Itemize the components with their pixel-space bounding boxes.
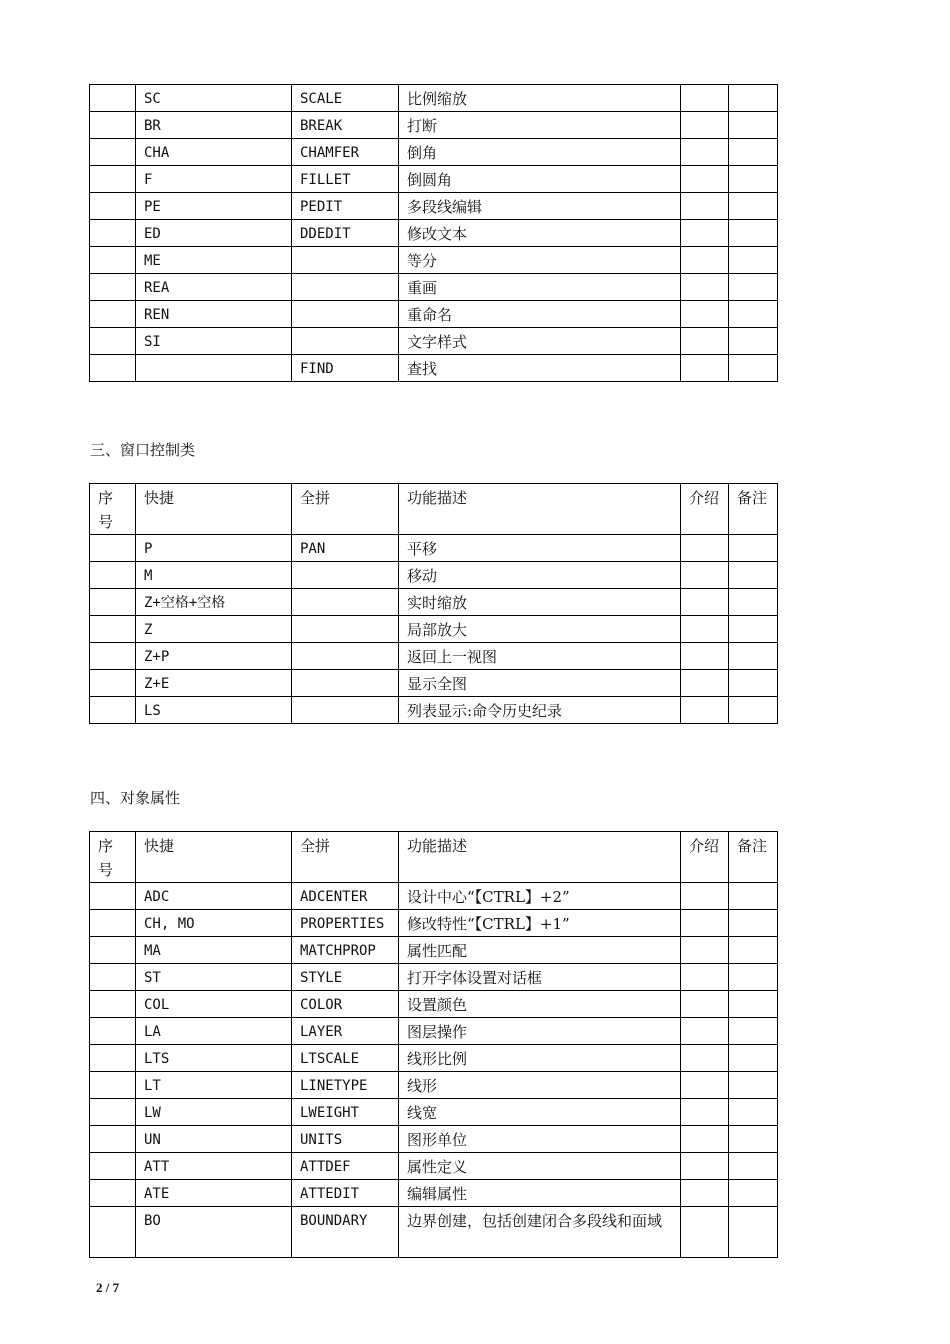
cell-description: 文字样式 xyxy=(399,328,681,355)
cell-shortcut: Z+空格+空格 xyxy=(136,589,292,616)
cell-shortcut: BO xyxy=(136,1207,292,1258)
cell-note xyxy=(729,910,778,937)
cell-full-name: ATTEDIT xyxy=(292,1180,399,1207)
cell-shortcut: LT xyxy=(136,1072,292,1099)
cell-full-name xyxy=(292,247,399,274)
cell-shortcut: CHA xyxy=(136,139,292,166)
cell-description: 修改文本 xyxy=(399,220,681,247)
cell-shortcut: ED xyxy=(136,220,292,247)
cell-note xyxy=(729,883,778,910)
cell-no xyxy=(90,1099,136,1126)
cell-intro xyxy=(681,328,729,355)
header-intro: 介绍 xyxy=(681,484,729,535)
cell-shortcut: LW xyxy=(136,1099,292,1126)
cell-shortcut: LTS xyxy=(136,1045,292,1072)
cell-description: 设计中心“【CTRL】+2” xyxy=(399,883,681,910)
table-body xyxy=(90,883,778,1258)
cell-no xyxy=(90,937,136,964)
table-row xyxy=(90,616,778,643)
cell-shortcut: ME xyxy=(136,247,292,274)
cell-full-name xyxy=(292,562,399,589)
cell-full-name: FIND xyxy=(292,355,399,382)
cell-note xyxy=(729,355,778,382)
cell-full-name: PEDIT xyxy=(292,193,399,220)
cell-description: 移动 xyxy=(399,562,681,589)
cell-shortcut: LS xyxy=(136,697,292,724)
cell-intro xyxy=(681,616,729,643)
cell-full-name: LINETYPE xyxy=(292,1072,399,1099)
cell-full-name: PROPERTIES xyxy=(292,910,399,937)
table-row xyxy=(90,697,778,724)
cell-shortcut: SI xyxy=(136,328,292,355)
header-note: 备注 xyxy=(729,484,778,535)
cell-description: 线形 xyxy=(399,1072,681,1099)
cell-intro xyxy=(681,562,729,589)
table-row xyxy=(90,589,778,616)
cell-no xyxy=(90,139,136,166)
cell-description: 修改特性“【CTRL】+1” xyxy=(399,910,681,937)
cell-description: 返回上一视图 xyxy=(399,643,681,670)
cell-note xyxy=(729,328,778,355)
cell-full-name: CHAMFER xyxy=(292,139,399,166)
cell-intro xyxy=(681,301,729,328)
cell-shortcut: UN xyxy=(136,1126,292,1153)
cell-description: 列表显示:命令历史纪录 xyxy=(399,697,681,724)
cell-intro xyxy=(681,247,729,274)
cell-intro xyxy=(681,535,729,562)
cell-intro xyxy=(681,1153,729,1180)
cell-shortcut: ATE xyxy=(136,1180,292,1207)
cell-note xyxy=(729,1180,778,1207)
cell-shortcut: MA xyxy=(136,937,292,964)
cell-no xyxy=(90,328,136,355)
table-row xyxy=(90,328,778,355)
cell-shortcut: BR xyxy=(136,112,292,139)
cell-description: 多段线编辑 xyxy=(399,193,681,220)
cell-intro xyxy=(681,139,729,166)
cell-intro xyxy=(681,910,729,937)
cell-no xyxy=(90,964,136,991)
cell-note xyxy=(729,535,778,562)
cell-full-name: STYLE xyxy=(292,964,399,991)
table-row xyxy=(90,355,778,382)
table-row xyxy=(90,166,778,193)
cell-note xyxy=(729,937,778,964)
cell-note xyxy=(729,670,778,697)
cell-intro xyxy=(681,85,729,112)
cell-intro xyxy=(681,355,729,382)
table-row xyxy=(90,139,778,166)
cell-description: 线形比例 xyxy=(399,1045,681,1072)
cell-intro xyxy=(681,964,729,991)
cell-no xyxy=(90,85,136,112)
cell-shortcut: REA xyxy=(136,274,292,301)
cell-full-name xyxy=(292,670,399,697)
cell-no xyxy=(90,220,136,247)
table-row xyxy=(90,1045,778,1072)
table-row xyxy=(90,1072,778,1099)
header-no: 序号 xyxy=(90,484,136,535)
cell-no xyxy=(90,355,136,382)
cell-note xyxy=(729,139,778,166)
table-header-row xyxy=(90,832,778,883)
cell-intro xyxy=(681,1126,729,1153)
cell-no xyxy=(90,166,136,193)
cell-description: 倒角 xyxy=(399,139,681,166)
cell-description: 属性匹配 xyxy=(399,937,681,964)
table-row xyxy=(90,220,778,247)
table-row xyxy=(90,1180,778,1207)
cell-note xyxy=(729,301,778,328)
cell-no xyxy=(90,883,136,910)
table-row xyxy=(90,910,778,937)
cell-shortcut: REN xyxy=(136,301,292,328)
cell-intro xyxy=(681,1207,729,1258)
cell-description: 实时缩放 xyxy=(399,589,681,616)
cell-shortcut: M xyxy=(136,562,292,589)
cell-shortcut: ST xyxy=(136,964,292,991)
table-body xyxy=(90,85,778,382)
table-row xyxy=(90,964,778,991)
cell-shortcut: CH, MO xyxy=(136,910,292,937)
cell-description: 打开字体设置对话框 xyxy=(399,964,681,991)
cell-note xyxy=(729,964,778,991)
header-intro: 介绍 xyxy=(681,832,729,883)
table-object-properties xyxy=(89,831,778,1258)
table-row xyxy=(90,1207,778,1258)
cell-full-name: DDEDIT xyxy=(292,220,399,247)
cell-note xyxy=(729,1072,778,1099)
header-desc: 功能描述 xyxy=(399,484,681,535)
cell-shortcut: P xyxy=(136,535,292,562)
cell-note xyxy=(729,616,778,643)
cell-note xyxy=(729,112,778,139)
cell-intro xyxy=(681,112,729,139)
cell-description: 等分 xyxy=(399,247,681,274)
table-row xyxy=(90,1099,778,1126)
cell-note xyxy=(729,991,778,1018)
cell-full-name: BOUNDARY xyxy=(292,1207,399,1258)
cell-note xyxy=(729,1018,778,1045)
cell-note xyxy=(729,247,778,274)
cell-full-name: PAN xyxy=(292,535,399,562)
cell-intro xyxy=(681,937,729,964)
cell-intro xyxy=(681,991,729,1018)
table-row xyxy=(90,193,778,220)
cell-description: 重画 xyxy=(399,274,681,301)
cell-no xyxy=(90,274,136,301)
cell-description: 线宽 xyxy=(399,1099,681,1126)
cell-full-name xyxy=(292,301,399,328)
cell-no xyxy=(90,1018,136,1045)
cell-note xyxy=(729,1126,778,1153)
section-title-object-properties: 四、对象属性 xyxy=(90,789,181,807)
table-row xyxy=(90,85,778,112)
header-full: 全拼 xyxy=(292,484,399,535)
cell-no xyxy=(90,991,136,1018)
cell-shortcut: SC xyxy=(136,85,292,112)
cell-shortcut xyxy=(136,355,292,382)
cell-full-name: LWEIGHT xyxy=(292,1099,399,1126)
cell-full-name: BREAK xyxy=(292,112,399,139)
cell-description: 编辑属性 xyxy=(399,1180,681,1207)
table-row xyxy=(90,247,778,274)
cell-full-name: SCALE xyxy=(292,85,399,112)
section-title-window-control: 三、窗口控制类 xyxy=(90,441,196,459)
cell-full-name xyxy=(292,589,399,616)
cell-description: 图形单位 xyxy=(399,1126,681,1153)
cell-no xyxy=(90,1045,136,1072)
cell-no xyxy=(90,643,136,670)
cell-no xyxy=(90,589,136,616)
table-row xyxy=(90,274,778,301)
cell-description: 边界创建，包括创建闭合多段线和面域 xyxy=(399,1207,681,1258)
cell-note xyxy=(729,589,778,616)
header-no: 序号 xyxy=(90,832,136,883)
cell-shortcut: Z xyxy=(136,616,292,643)
cell-intro xyxy=(681,220,729,247)
cell-description: 打断 xyxy=(399,112,681,139)
cell-no xyxy=(90,1072,136,1099)
cell-intro xyxy=(681,1180,729,1207)
cell-shortcut: Z+E xyxy=(136,670,292,697)
header-shortcut: 快捷 xyxy=(136,484,292,535)
cell-note xyxy=(729,562,778,589)
table-row xyxy=(90,1153,778,1180)
cell-description: 显示全图 xyxy=(399,670,681,697)
cell-no xyxy=(90,697,136,724)
cell-full-name xyxy=(292,697,399,724)
cell-description: 重命名 xyxy=(399,301,681,328)
table-row xyxy=(90,535,778,562)
cell-no xyxy=(90,616,136,643)
cell-no xyxy=(90,910,136,937)
header-full: 全拼 xyxy=(292,832,399,883)
cell-intro xyxy=(681,1099,729,1126)
table-window-control xyxy=(89,483,778,724)
cell-no xyxy=(90,562,136,589)
cell-description: 平移 xyxy=(399,535,681,562)
cell-intro xyxy=(681,670,729,697)
cell-no xyxy=(90,301,136,328)
cell-full-name: ATTDEF xyxy=(292,1153,399,1180)
cell-intro xyxy=(681,643,729,670)
cell-intro xyxy=(681,193,729,220)
header-shortcut: 快捷 xyxy=(136,832,292,883)
cell-full-name xyxy=(292,274,399,301)
cell-no xyxy=(90,1153,136,1180)
page-number: 2 / 7 xyxy=(96,1280,120,1295)
cell-note xyxy=(729,1099,778,1126)
cell-shortcut: ADC xyxy=(136,883,292,910)
cell-full-name xyxy=(292,616,399,643)
cell-intro xyxy=(681,1018,729,1045)
cell-note xyxy=(729,220,778,247)
cell-intro xyxy=(681,589,729,616)
table-row xyxy=(90,883,778,910)
cell-full-name: LAYER xyxy=(292,1018,399,1045)
table-row xyxy=(90,112,778,139)
cell-description: 属性定义 xyxy=(399,1153,681,1180)
cell-note xyxy=(729,1207,778,1258)
table-row xyxy=(90,991,778,1018)
cell-no xyxy=(90,1207,136,1258)
cell-note xyxy=(729,166,778,193)
cell-intro xyxy=(681,274,729,301)
header-note: 备注 xyxy=(729,832,778,883)
table-edit-commands xyxy=(89,84,778,382)
cell-no xyxy=(90,1180,136,1207)
cell-description: 查找 xyxy=(399,355,681,382)
table-header-row xyxy=(90,484,778,535)
cell-full-name: ADCENTER xyxy=(292,883,399,910)
cell-description: 图层操作 xyxy=(399,1018,681,1045)
cell-description: 局部放大 xyxy=(399,616,681,643)
cell-shortcut: F xyxy=(136,166,292,193)
cell-note xyxy=(729,193,778,220)
cell-description: 倒圆角 xyxy=(399,166,681,193)
cell-note xyxy=(729,1045,778,1072)
cell-full-name: UNITS xyxy=(292,1126,399,1153)
cell-intro xyxy=(681,697,729,724)
cell-full-name: COLOR xyxy=(292,991,399,1018)
table-body xyxy=(90,535,778,724)
table-row xyxy=(90,643,778,670)
cell-shortcut: LA xyxy=(136,1018,292,1045)
cell-no xyxy=(90,670,136,697)
cell-intro xyxy=(681,883,729,910)
table-row xyxy=(90,562,778,589)
cell-note xyxy=(729,697,778,724)
cell-no xyxy=(90,535,136,562)
cell-description: 比例缩放 xyxy=(399,85,681,112)
cell-shortcut: COL xyxy=(136,991,292,1018)
cell-full-name: FILLET xyxy=(292,166,399,193)
table-row xyxy=(90,670,778,697)
header-desc: 功能描述 xyxy=(399,832,681,883)
table-row xyxy=(90,1126,778,1153)
cell-intro xyxy=(681,1072,729,1099)
cell-no xyxy=(90,193,136,220)
cell-note xyxy=(729,1153,778,1180)
cell-no xyxy=(90,112,136,139)
cell-note xyxy=(729,85,778,112)
cell-intro xyxy=(681,166,729,193)
cell-full-name: LTSCALE xyxy=(292,1045,399,1072)
cell-shortcut: ATT xyxy=(136,1153,292,1180)
table-row xyxy=(90,301,778,328)
cell-description: 设置颜色 xyxy=(399,991,681,1018)
cell-full-name: MATCHPROP xyxy=(292,937,399,964)
cell-no xyxy=(90,247,136,274)
cell-note xyxy=(729,274,778,301)
cell-intro xyxy=(681,1045,729,1072)
table-row xyxy=(90,1018,778,1045)
cell-full-name xyxy=(292,643,399,670)
cell-note xyxy=(729,643,778,670)
cell-full-name xyxy=(292,328,399,355)
table-row xyxy=(90,937,778,964)
cell-shortcut: PE xyxy=(136,193,292,220)
cell-no xyxy=(90,1126,136,1153)
cell-shortcut: Z+P xyxy=(136,643,292,670)
